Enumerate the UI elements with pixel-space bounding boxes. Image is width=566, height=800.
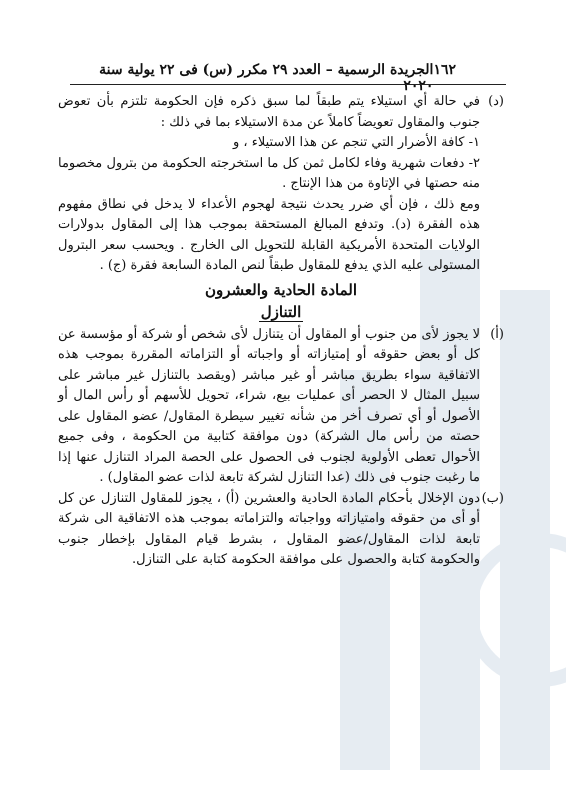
clause-d-text: في حالة أي استيلاء يتم طبقاً لما سبق ذكره فإن الحكومة تلتزم بأن تعوض جنوب والمقاول تعويضاً كاملاً عن مدة الاستيلاء بما في ذلك :: [58, 94, 480, 130]
clause-d-closing: ومع ذلك ، فإن أي ضرر يحدث نتيجة لهجوم الأعداء لا يدخل في نطاق مفهوم هذه الفقرة (د). وتدفع المبالغ المستحقة بموجب هذا إلى المقاول بدولارات الولايات المتحدة الأمريكية القابلة للتحويل الى الخارج . ويحسب سعر البترول المستولى عليه الذي يدفع للمقاول طبقاً لنص المادة السابعة فقرة (ج) .: [58, 196, 480, 273]
clause-d-marker: (د): [488, 94, 504, 109]
clause-b: [58, 489, 504, 571]
article-subheading: [58, 301, 504, 323]
page-number: ١٦٢: [433, 62, 456, 78]
clause-d-sub2: ٢- دفعات شهرية وفاء لكامل ثمن كل ما استخرجته الحكومة من بترول مخصوما منه حصتها في الإتاوة من هذا الإنتاج .: [58, 155, 480, 191]
clause-d-sub1: ١- كافة الأضرار التي تنجم عن هذا الاستيلاء ، و: [233, 135, 480, 150]
page-header: [90, 62, 456, 94]
clause-a: [58, 325, 504, 489]
article-subheading-text: التنازل: [260, 302, 302, 321]
clause-a-text: لا يجوز لأى من جنوب أو المقاول أن يتنازل لأى شخص أو شركة أو مؤسسة عن كل أو بعض حقوقه أو إمتيازاته أو واجباته أو التزاماته المقررة بموجب هذه الاتفاقية سواء بطريق مباشر أو غير مباشر (ويقصد بالتنازل غير مباشر على سبيل المثال لا الحصر أى عمليات بيع، شراء، تحويل للأسهم أو رأس المال أو الأصول أو أي تصرف أخر من شأنه تغيير سيطرة المقاول/ عضو المقاول على حصته من رأس مال الشركة) دون موافقة كتابية من الحكومة ، وفى جميع الأحوال تعطى الأولوية لجنوب فى الحصول على الحصة المراد التنازل عنها إذا ما رغبت جنوب فى ذلك (عدا التنازل لشركة تابعة لذات عضو المقاول) .: [58, 326, 480, 485]
header-divider: [70, 84, 506, 85]
clause-b-text: دون الإخلال بأحكام المادة الحادية والعشرين (أ) ، يجوز للمقاول التنازل عن كل أو أى من حقوقه وامتيازاته وواجباته والتزاماته بموجب هذه الاتفاقية الى شركة تابعة لذات المقاول/عضو المقاول ، بشرط قيام المقاول بإخطار جنوب والحكومة كتابة والحصول على موافقة الحكومة كتابة على التنازل.: [58, 490, 480, 567]
document-body: [58, 92, 504, 571]
gazette-title: الجريدة الرسمية – العدد ٢٩ مكرر (س) فى ٢٢ يولية سنة ٢٠٢٠: [99, 62, 434, 94]
article-heading: المادة الحادية والعشرون: [205, 280, 357, 299]
clause-a-marker: (أ): [490, 326, 504, 342]
clause-d: [58, 92, 504, 277]
clause-b-marker: (ب): [481, 490, 504, 506]
